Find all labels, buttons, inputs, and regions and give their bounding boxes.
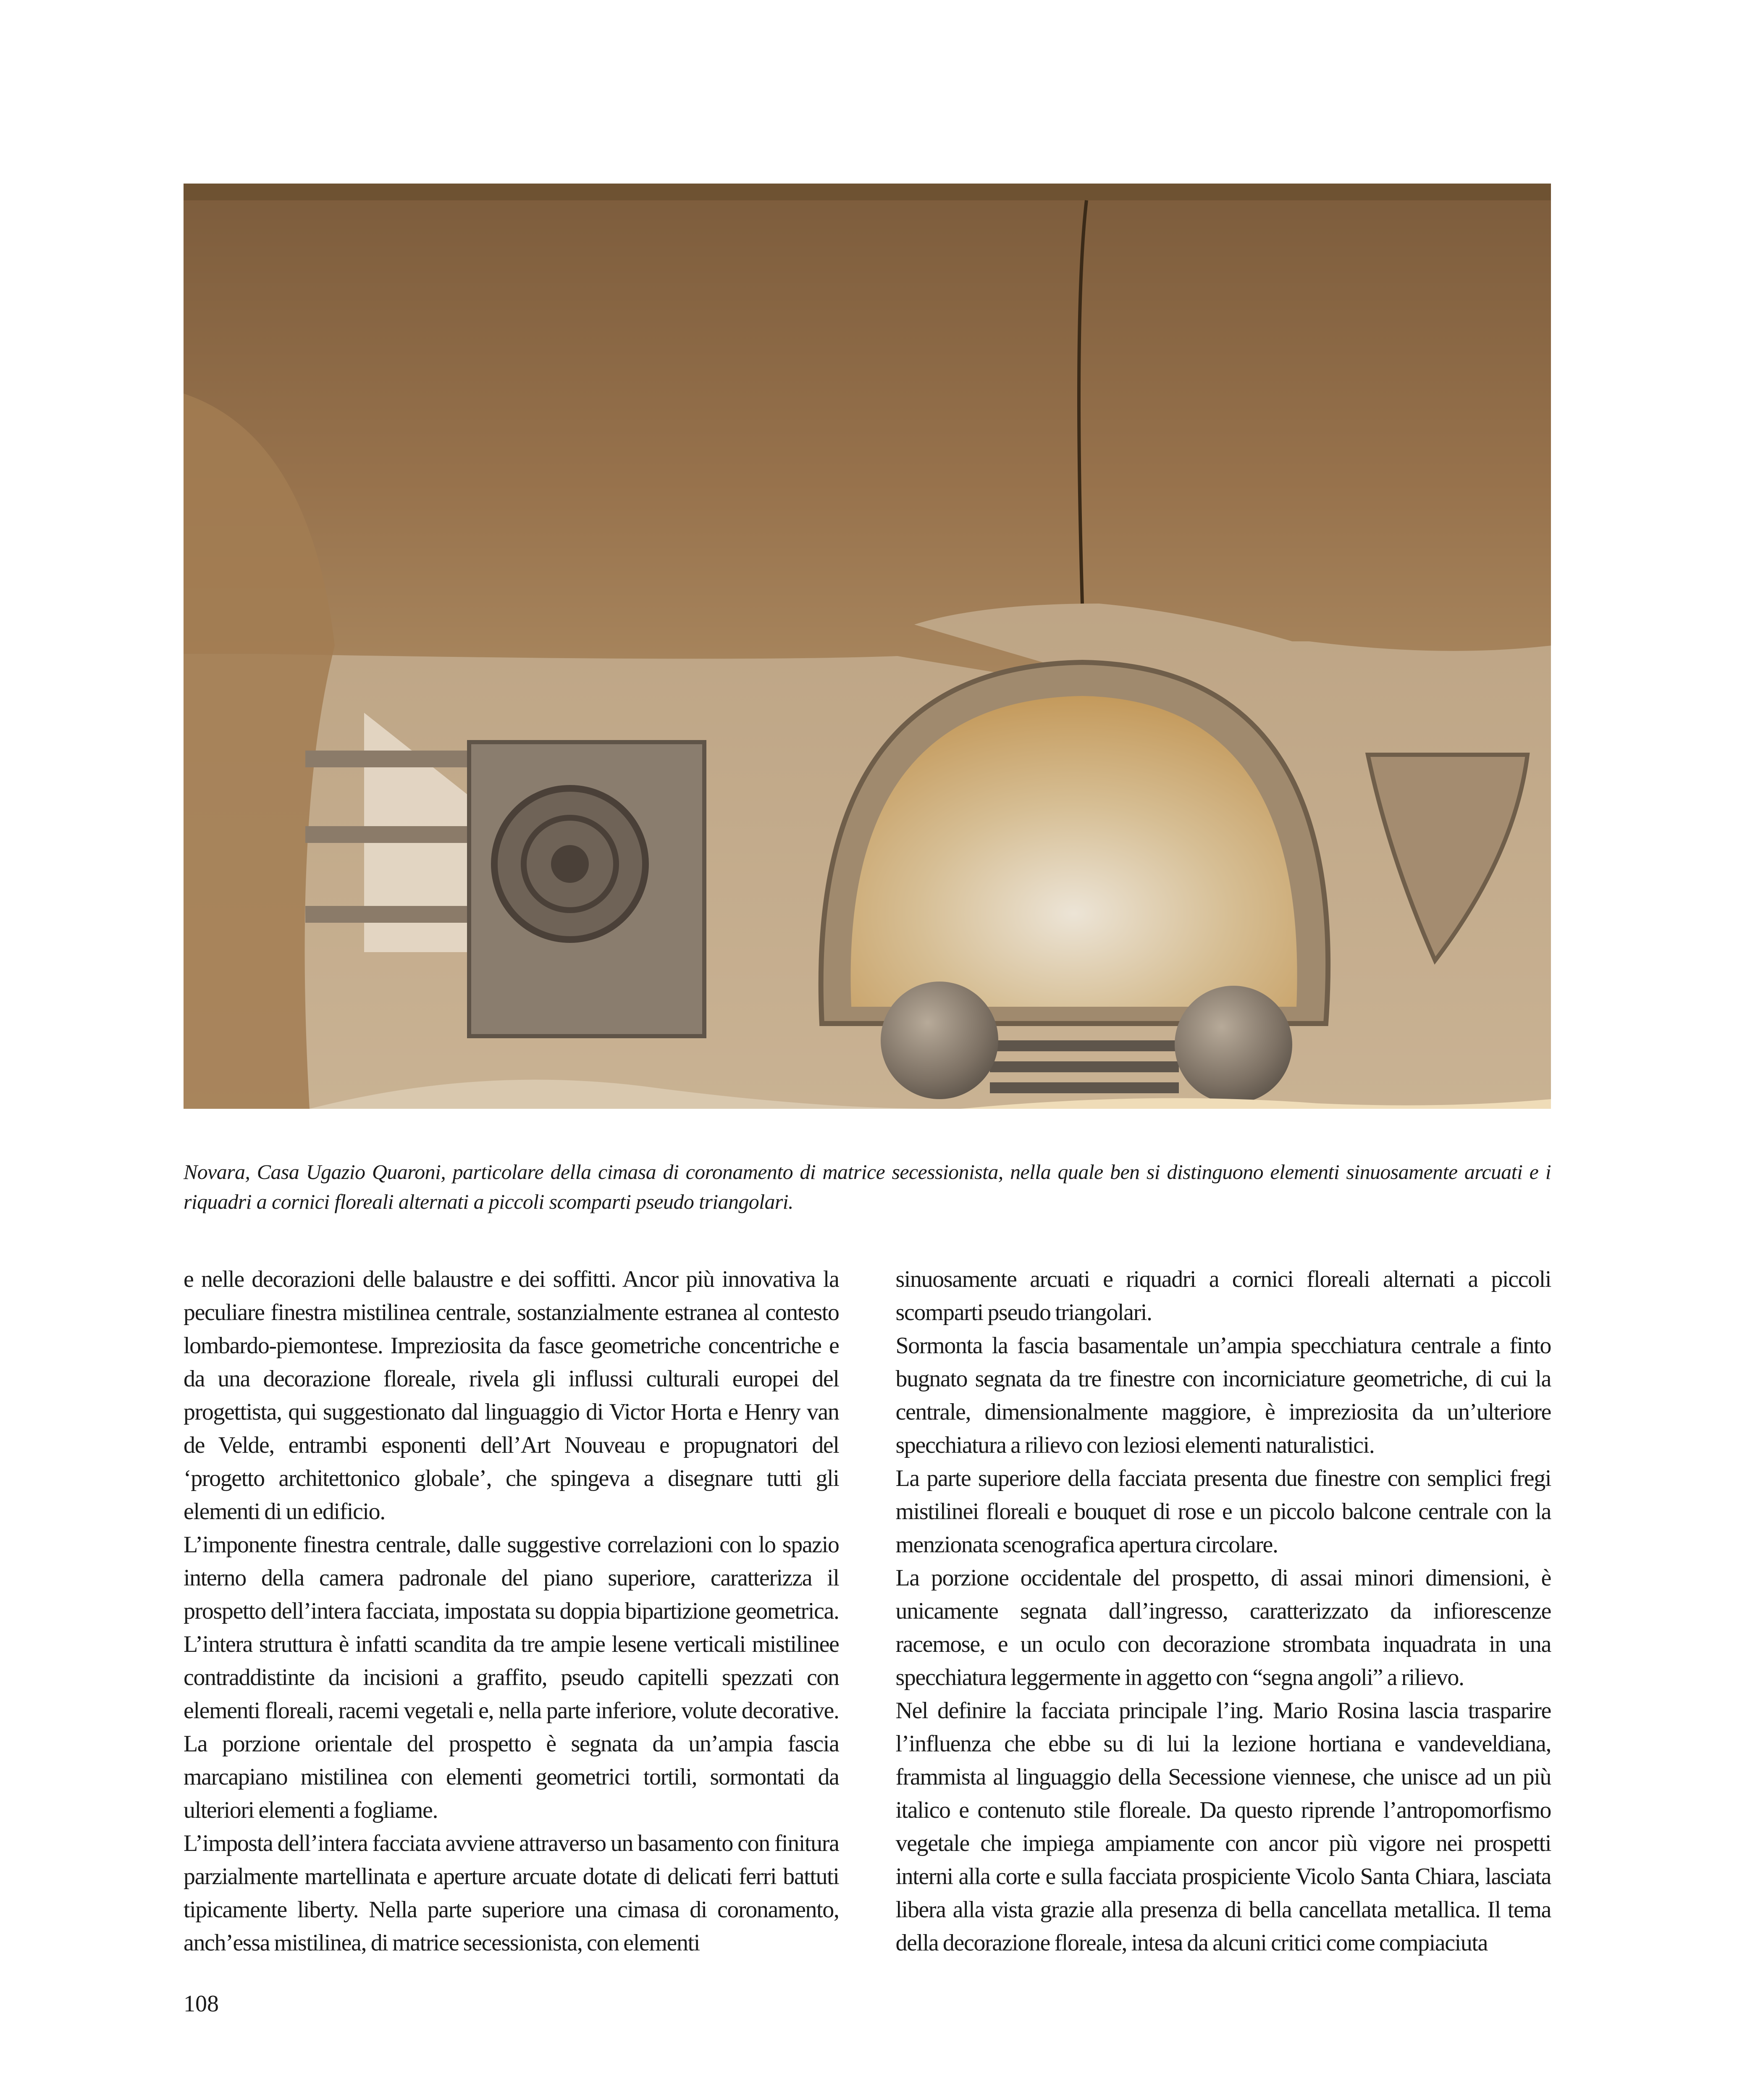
top-moulding (184, 184, 1551, 200)
sphere-right (1175, 986, 1292, 1103)
page-number: 108 (184, 1991, 219, 2017)
cornice-photo (184, 184, 1551, 1109)
incised-line (305, 751, 490, 767)
niche-bands (990, 1040, 1179, 1093)
incised-line (305, 826, 490, 843)
text-columns (184, 1263, 1551, 1960)
paragraph: Sormonta la fascia basamentale un’ampia specchiatura centrale a finto bugnato segnata da tre finestre con incorniciature geometriche, di cui la centrale, dimensionalmente maggiore, è impreziosita da un’ulteriore specchiatura a rilievo con leziosi elementi naturalistici. (895, 1333, 1551, 1458)
cornice-photo-drawing (184, 184, 1551, 1109)
paragraph: La parte superiore della facciata presenta due finestre con semplici fregi mistilinei floreali e bouquet di rose e un piccolo balcone centrale con la menzionata scenografica apertura circolare. (895, 1465, 1551, 1558)
paragraph: Nel definire la facciata principale l’ing. Mario Rosina lascia trasparire l’influenza che ebbe su di lui la lezione hortiana e vandeveldiana, frammista al linguaggio della Secessione viennese, che unisce ad un più italico e contenuto stile floreale. Da questo riprende l’antropomorfismo vegetale che impiega ampiamente con ancor più vigore nei prospetti interni alla corte e sulla facciata prospiciente Vicolo Santa Chiara, lasciata libera alla vista grazie alla presenza di bella cancellata metallica. Il tema della decorazione floreale, intesa da alcuni critici come compiaciuta (895, 1698, 1551, 1956)
paragraph: L’imponente finestra centrale, dalle suggestive correlazioni con lo spazio interno della camera padronale del piano superiore, caratterizza il prospetto dell’intera facciata, impostata su doppia bipartizione geometrica. L’intera struttura è infatti scandita da tre ampie lesene verticali mistilinee contraddistinte da incisioni a graffito, pseudo capitelli spezzati con elementi floreali, racemi vegetali e, nella parte inferiore, volute decorative. La porzione orientale del prospetto è segnata da un’ampia fascia marcapiano mistilinea con elementi geometrici tortili, sormontati da ulteriori elementi a fogliame. (184, 1532, 839, 1823)
paragraph: La porzione occidentale del prospetto, di assai minori dimensioni, è unicamente segnata dall’ingresso, caratterizzato da infiorescenze racemose, e un oculo con decorazione strombata inquadrata in una specchiatura leggermente in aggetto con “segna angoli” a rilievo. (895, 1565, 1551, 1690)
figure-caption: Novara, Casa Ugazio Quaroni, particolare della cimasa di coronamento di matrice secessionista, nella quale ben si distinguono elementi sinuosamente arcuati e i riquadri a cornici floreali alternati a piccoli scomparti pseudo triangolari. (184, 1160, 1551, 1213)
paragraph: sinuosamente arcuati e riquadri a cornici floreali alternati a piccoli scomparti pseudo triangolari. (895, 1266, 1551, 1326)
paragraph: e nelle decorazioni delle balaustre e dei soffitti. Ancor più innovativa la peculiare finestra mistilinea centrale, sostanzialmente estranea al contesto lombardo-piemontese. Impreziosita da fasce geometriche concentriche e da una decorazione floreale, rivela gli influssi culturali europei del progettista, qui suggestionato dal linguaggio di Victor Horta e Henry van de Velde, entrambi esponenti dell’Art Nouveau e propugnatori del ‘progetto architettonico globale’, che spingeva a disegnare tutti gli elementi di un edificio. (184, 1266, 839, 1525)
paragraph: L’imposta dell’intera facciata avviene attraverso un basamento con finitura parzialmente martellinata e aperture arcuate dotate di delicati ferri battuti tipicamente liberty. Nella parte superiore una cimasa di coronamento, anch’essa mistilinea, di matrice secessionista, con elementi (184, 1830, 839, 1956)
soffit-overhang (184, 184, 1551, 681)
sphere-left (881, 982, 998, 1099)
incised-line (305, 906, 490, 923)
left-column (184, 1263, 839, 1960)
right-column (896, 1263, 1551, 1960)
rose-panel (469, 742, 704, 1036)
